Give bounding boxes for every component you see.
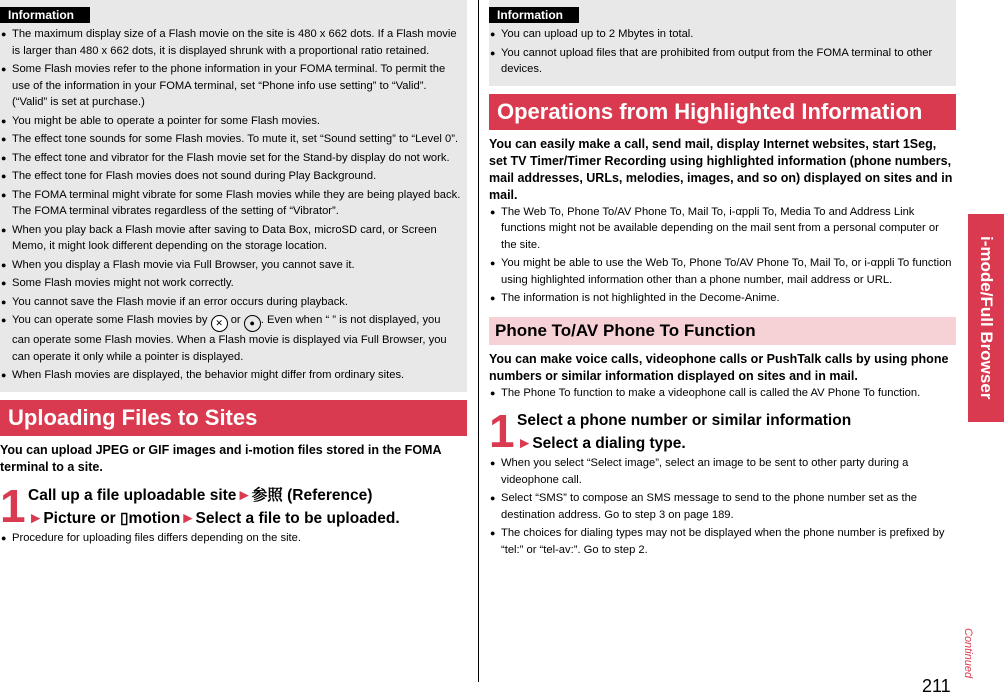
- operations-bullet: ● The information is not highlighted in the Decome-Anime.: [489, 290, 956, 307]
- subsection-title-phone-to: Phone To/AV Phone To Function: [489, 317, 956, 345]
- phone-to-step-1: [489, 405, 956, 457]
- step-number: 1: [0, 479, 26, 532]
- info-box-flash: [0, 0, 467, 392]
- info-bullet: ● You cannot upload files that are prohibited from output from the FOMA terminal to other devices.: [489, 45, 950, 78]
- chapter-side-tab-label: i-mode/Full Browser: [977, 236, 996, 400]
- phone-to-bullet: ● The Phone To function to make a videophone call is called the AV Phone To function.: [489, 385, 956, 402]
- info-bullet: ● Some Flash movies refer to the phone information in your FOMA terminal. To permit the use of the information in your FOMA terminal, set “Phone info use setting” to “Valid”. (“Valid” is set at purchase.): [0, 61, 461, 111]
- operate-text-post: . Even when “ ” is not displayed, you can operate some Flash movies. When a Flash movie is displayed via Full Browser, you can operate it only while a pointer is displayed.: [12, 314, 447, 363]
- continued-label: Continued: [962, 628, 974, 679]
- operate-text-pre: You can operate some Flash movies by: [12, 314, 208, 326]
- info-bullet: ● When Flash movies are displayed, the behavior might differ from ordinary sites.: [0, 367, 461, 384]
- upload-step-1: [0, 479, 467, 532]
- info-bullet: ● The effect tone for Flash movies does not sound during Play Background.: [0, 168, 461, 185]
- info-tag: Information: [489, 7, 579, 23]
- operate-text-or: or: [230, 314, 241, 326]
- info-bullet: ● When you display a Flash movie via Full Browser, you cannot save it.: [0, 257, 461, 274]
- operations-bullets: [489, 204, 956, 307]
- phone-to-note: ● The choices for dialing types may not be displayed when the phone number is prefixed by “tel:” or “tel-av:”. Go to step 2.: [489, 525, 956, 558]
- step-text: Select a file to be uploaded.: [195, 509, 400, 527]
- phone-to-note: ● Select “SMS” to compose an SMS message to send to the phone number set as the destination address. Go to step 3 on page 189.: [489, 490, 956, 523]
- info-bullet: ● The effect tone and vibrator for the Flash movie set for the Stand-by display do not work.: [0, 150, 461, 167]
- upload-note: ● Procedure for uploading files differs depending on the site.: [0, 530, 467, 547]
- step-text: Call up a file uploadable site: [28, 486, 237, 504]
- info-bullet: ● The FOMA terminal might vibrate for some Flash movies while they are being played back. The FOMA terminal vibrates regardless of the setting of “Vibrator”.: [0, 187, 461, 220]
- step-number: 1: [489, 405, 515, 457]
- info-box-upload: [489, 0, 956, 86]
- info-bullet: ● When you play back a Flash movie after saving to Data Box, microSD card, or Screen Memo, it might look different depending on the storage location.: [0, 222, 461, 255]
- phone-to-note: ● When you select “Select image”, select an image to be sent to other party during a videophone call.: [489, 455, 956, 488]
- phone-to-bullets: [489, 385, 956, 402]
- clear-key-icon: ✕: [211, 315, 228, 332]
- step-text: 参照 (Reference): [251, 486, 373, 504]
- step-text: Select a phone number or similar information: [517, 412, 852, 429]
- arrow-icon: ►: [517, 435, 533, 452]
- upload-lead: You can upload JPEG or GIF images and i-motion files stored in the FOMA terminal to a site.: [0, 442, 442, 474]
- info-bullet: ● The effect tone sounds for some Flash movies. To mute it, set “Sound setting” to “Level 0”.: [0, 131, 461, 148]
- info-bullet-list: [489, 26, 950, 78]
- arrow-icon: ►: [180, 509, 196, 527]
- operations-bullet: ● The Web To, Phone To/AV Phone To, Mail To, i-αppli To, Media To and Address Link functions might not be available depending on the mail sent from a personal computer or the site.: [489, 204, 956, 254]
- phone-to-lead: You can make voice calls, videophone calls or PushTalk calls by using phone numbers or similar information displayed on sites and in mail.: [489, 351, 949, 383]
- info-bullet-list: [0, 26, 461, 384]
- operations-lead: You can easily make a call, send mail, display Internet websites, start 1Seg, set TV Timer/Timer Recording using highlighted information (phone numbers, mail addresses, URLs, melodies, images, and so on) displayed on sites and in mail.: [489, 136, 953, 202]
- i-motion-icon: ▯: [120, 509, 129, 527]
- operations-bullet: ● You might be able to use the Web To, Phone To/AV Phone To, Mail To, or i-αppli To function using highlighted information other than a phone number, mail address or URL.: [489, 255, 956, 288]
- section-title-uploading: Uploading Files to Sites: [0, 400, 467, 436]
- info-bullet: ● Some Flash movies might not work correctly.: [0, 275, 461, 292]
- step-text: motion: [128, 509, 181, 527]
- section-title-operations: Operations from Highlighted Information: [489, 94, 956, 130]
- step-text: Select a dialing type.: [532, 435, 686, 452]
- step-text: Picture or: [43, 509, 121, 527]
- upload-notes: [0, 530, 467, 547]
- page-number: 211: [922, 676, 951, 696]
- step-instruction: [28, 484, 400, 530]
- phone-to-notes: [489, 455, 956, 558]
- left-column: [0, 0, 467, 548]
- info-bullet-operate: [0, 312, 461, 365]
- step-instruction: [517, 409, 851, 455]
- arrow-icon: ►: [236, 486, 252, 504]
- arrow-icon: ►: [28, 509, 44, 527]
- column-divider: [478, 0, 479, 682]
- info-bullet: ● You cannot save the Flash movie if an error occurs during playback.: [0, 294, 461, 311]
- right-column: [489, 0, 956, 560]
- info-bullet: ● You might be able to operate a pointer for some Flash movies.: [0, 113, 461, 130]
- info-bullet: ● The maximum display size of a Flash movie on the site is 480 x 662 dots. If a Flash movie is larger than 480 x 662 dots, it is displayed shrunk with a proportional ratio retained.: [0, 26, 461, 59]
- info-tag: Information: [0, 7, 90, 23]
- center-key-icon: ●: [244, 315, 261, 332]
- info-bullet: ● You can upload up to 2 Mbytes in total.: [489, 26, 950, 43]
